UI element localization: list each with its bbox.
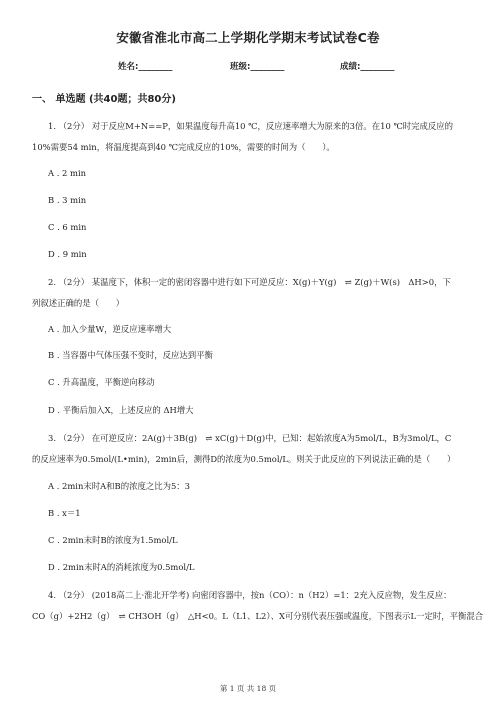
question-2-option-c: C . 升高温度，平衡逆向移动 bbox=[48, 377, 155, 387]
question-1-option-c: C . 6 min bbox=[48, 222, 87, 232]
question-3-option-d: D . 2min末时A的消耗浓度为0.5mol/L bbox=[48, 562, 195, 572]
name-field: 姓名:________ bbox=[118, 62, 173, 72]
question-1-option-b: B . 3 min bbox=[48, 195, 87, 205]
page-footer: 第 1 页 共 18 页 bbox=[219, 684, 277, 693]
question-4-line-2: CO（g）+2H2（g） ⇌ CH3OH（g） △H<0。L（L1、L2）、X可分别代表压强或温度，下图表示L一定时，平衡混合 bbox=[32, 611, 484, 621]
question-2-option-d: D . 平衡后加入X，上述反应的 ΔH增大 bbox=[48, 405, 194, 415]
question-1-option-d: D . 9 min bbox=[48, 249, 87, 259]
question-3-option-a: A . 2min末时A和B的浓度之比为5：3 bbox=[48, 481, 190, 491]
question-3-line-1: 3. （2分） 在可逆反应：2A(g)＋3B(g) ⇌ xC(g)＋D(g)中，已知：起始浓度A为5mol/L，B为3mol/L，C bbox=[48, 433, 452, 443]
question-1-line-2: 10%需要54 min，将温度提高到40 ℃完成反应的10%，需要的时间为（ ）。 bbox=[32, 142, 335, 152]
question-2-line-2: 列叙述正确的是（ ） bbox=[32, 298, 125, 308]
question-3-option-c: C . 2min末时B的浓度为1.5mol/L bbox=[48, 535, 178, 545]
exam-title: 安徽省淮北市高二上学期化学期末考试试卷C卷 bbox=[116, 30, 380, 45]
question-3-line-2: 的反应速率为0.5mol/(L•min)，2min后，测得D的浓度为0.5mol/L。则关于此反应的下列说法正确的是（ ） bbox=[32, 454, 456, 464]
question-3-option-b: B . x＝1 bbox=[48, 508, 81, 518]
question-2-option-b: B . 当容器中气体压强不变时，反应达到平衡 bbox=[48, 350, 213, 360]
question-4-line-1: 4. （2分） (2018高二上·淮北开学考) 向密闭容器中，按n（CO）：n（H2）=1：2充入反应物，发生反应： bbox=[48, 590, 452, 600]
question-1-option-a: A . 2 min bbox=[48, 168, 87, 178]
class-field: 班级:________ bbox=[230, 62, 285, 72]
section-heading: 一、 单选题 (共40题；共80分) bbox=[32, 94, 176, 105]
question-1-line-1: 1. （2分） 对于反应M+N==P，如果温度每升高10 ℃，反应速率增大为原来的3倍。在10 ℃时完成反应的 bbox=[48, 121, 454, 131]
score-field: 成绩:________ bbox=[340, 62, 395, 72]
question-2-line-1: 2. （2分） 某温度下，体积一定的密闭容器中进行如下可逆反应：X(g)＋Y(g) ⇌ Z(g)＋W(s) ΔH>0，下 bbox=[48, 277, 451, 287]
question-2-option-a: A . 加入少量W，逆反应速率增大 bbox=[48, 324, 172, 334]
